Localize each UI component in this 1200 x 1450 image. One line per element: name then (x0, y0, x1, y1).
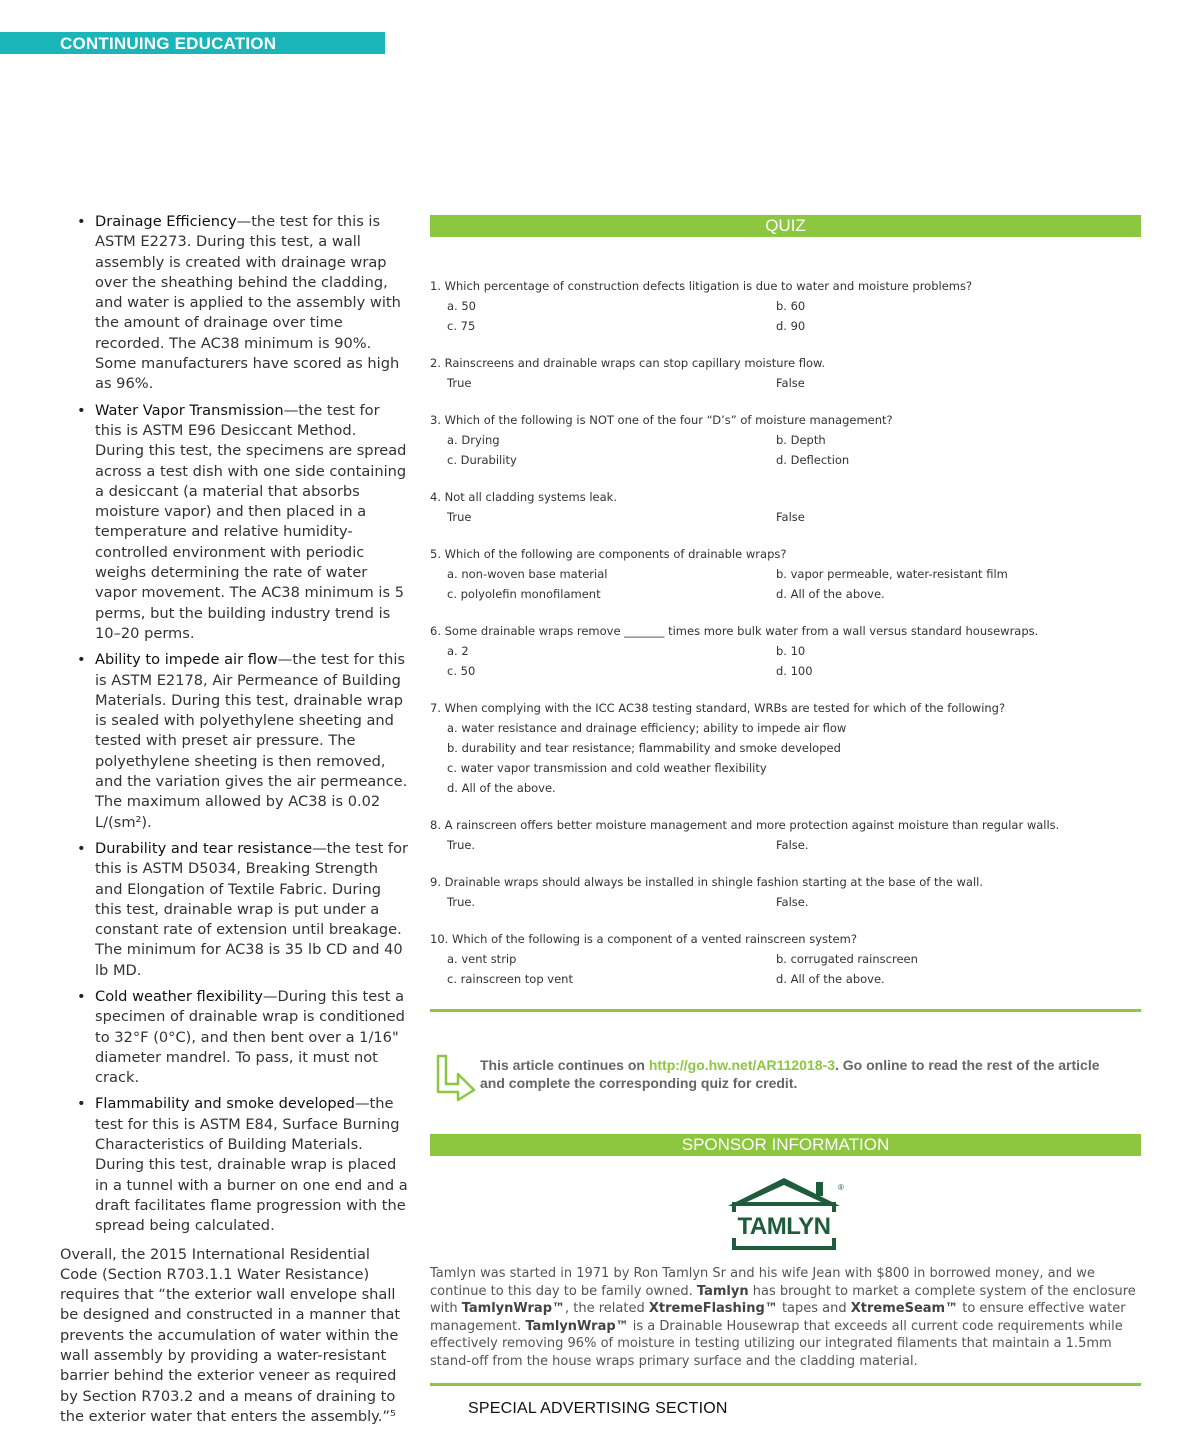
quiz-bottom-divider (430, 1009, 1141, 1012)
answer-option: c. 75 (447, 319, 476, 333)
continue-arrow-icon (432, 1052, 478, 1102)
quiz-question (430, 621, 1141, 681)
answer-option: True. (447, 838, 476, 852)
test-description: —During this test a specimen of drainable wrap is conditioned to 32°F (0°C), and then bent over a 1/16" diameter mandrel. To pass, it must not crack. (95, 987, 405, 1087)
answer-option: c. polyolefin monofilament (447, 587, 601, 601)
test-list-item (60, 839, 408, 981)
quiz-list (430, 276, 1141, 1006)
answer-option: c. Durability (447, 453, 517, 467)
continuation-text (480, 1056, 1100, 1092)
test-description: —the test for this is ASTM D5034, Breaking Strength and Elongation of Textile Fabric. During this test, drainable wrap is put under a constant rate of extension until breakage. The minimum for AC38 is 35 lb CD and 40 lb MD. (95, 839, 408, 979)
answer-option: a. 2 (447, 644, 469, 658)
sponsor-text-segment: is a Drainable Housewrap that exceeds all current code requirements while effectively removing 96% of moisture in testing utilizing our integrated filaments that maintain a 1.5mm stand-off from the house wraps primary surface and the cladding material. (430, 1318, 1123, 1369)
answer-option: d. 90 (776, 319, 806, 333)
answer-options (430, 949, 1141, 989)
test-list-item (60, 987, 408, 1088)
answer-option: c. rainscreen top vent (447, 972, 573, 986)
answer-option: False (776, 376, 805, 390)
quiz-header (430, 215, 1141, 237)
answer-option: True. (447, 895, 476, 909)
continuation-notice (430, 1050, 1141, 1106)
sponsor-title: SPONSOR INFORMATION (681, 1135, 890, 1154)
sponsor-text-segment: tapes and (777, 1301, 851, 1317)
answer-option: b. 10 (776, 644, 806, 658)
test-description: —the test for this is ASTM E96 Desiccant Method. During this test, the specimens are spread across a test dish with one side containing a desiccant (a material that absorbs moisture vapor) and then placed in a temperature and relative humidity-controlled environment with periodic weighs determining the rate of water vapor movement. The AC38 minimum is 5 perms, but the building industry trend is 10–20 perms. (95, 401, 407, 642)
question-text: 10. Which of the following is a component of a vented rainscreen system? (430, 932, 857, 946)
answer-option: False. (776, 838, 809, 852)
answer-option: c. water vapor transmission and cold weather flexibility (447, 761, 767, 775)
answer-option: b. durability and tear resistance; flammability and smoke developed (447, 741, 841, 755)
tamlyn-logo (722, 1176, 846, 1252)
answer-option: b. Depth (776, 433, 826, 447)
answer-option: b. vapor permeable, water-resistant film (776, 567, 1008, 581)
answer-options (430, 564, 1141, 604)
answer-option: b. 60 (776, 299, 806, 313)
answer-options (430, 718, 1141, 798)
section-label: CONTINUING EDUCATION (60, 34, 277, 53)
question-text: 5. Which of the following are components of drainable wraps? (430, 547, 787, 561)
quiz-question (430, 353, 1141, 393)
test-description: —the test for this is ASTM E2273. During this test, a wall assembly is created with drainage wrap over the sheathing behind the cladding, and water is applied to the assembly with the amount of drainage over time recorded. The AC38 minimum is 90%. Some manufacturers have scored as high as 96%. (95, 213, 401, 393)
question-text: 1. Which percentage of construction defects litigation is due to water and moisture problems? (430, 279, 973, 293)
test-term: Cold weather flexibility (95, 987, 263, 1005)
sponsor-product-name: XtremeSeam™ (850, 1301, 959, 1317)
test-description: —the test for this is ASTM E84, Surface Burning Characteristics of Building Materials. During this test, drainable wrap is placed in a tunnel with a burner on one end and a draft facilitates flame progression with the spread being calculated. (95, 1095, 408, 1235)
sponsor-header (430, 1134, 1141, 1156)
continuation-link[interactable]: http://go.hw.net/AR112018-3 (648, 1057, 835, 1073)
test-term: Drainage Efficiency (95, 213, 237, 230)
answer-option: c. 50 (447, 664, 476, 678)
quiz-question (430, 815, 1141, 855)
test-list (60, 212, 408, 1237)
question-text: 2. Rainscreens and drainable wraps can stop capillary moisture flow. (430, 356, 826, 370)
answer-option: a. vent strip (447, 952, 517, 966)
sponsor-bottom-divider (430, 1383, 1141, 1386)
sponsor-text-segment: , the related (565, 1301, 649, 1317)
logo-text: TAMLYN (737, 1213, 831, 1240)
sponsor-product-name: XtremeFlashing™ (648, 1301, 778, 1317)
answer-options (430, 373, 1141, 393)
answer-option: a. non-woven base material (447, 567, 608, 581)
continuation-prefix: This article continues on (480, 1057, 649, 1073)
answer-options (430, 641, 1141, 681)
test-list-item (60, 401, 408, 645)
continuation-suffix: . Go online to read the rest of the article and complete the corresponding quiz for credit. (480, 1057, 1100, 1091)
test-term: Ability to impede air flow (95, 651, 278, 669)
test-term: Durability and tear resistance (95, 839, 313, 857)
answer-option: True (447, 376, 472, 390)
sponsor-description (430, 1265, 1141, 1371)
footer-label: SPECIAL ADVERTISING SECTION (468, 1400, 728, 1417)
sponsor-text-segment: to ensure effective water management. (430, 1301, 1126, 1334)
question-text: 3. Which of the following is NOT one of the four “D’s” of moisture management? (430, 413, 893, 427)
answer-options (430, 892, 1141, 912)
question-text: 7. When complying with the ICC AC38 testing standard, WRBs are tested for which of the following? (430, 701, 1006, 715)
answer-option: b. corrugated rainscreen (776, 952, 918, 966)
answer-options (430, 507, 1141, 527)
answer-option: d. Deflection (776, 453, 850, 467)
quiz-question (430, 276, 1141, 336)
section-header-bar (0, 32, 385, 54)
question-text: 9. Drainable wraps should always be installed in shingle fashion starting at the base of the wall. (430, 875, 984, 889)
answer-option: False (776, 510, 805, 524)
answer-option: d. All of the above. (776, 587, 885, 601)
test-term: Flammability and smoke developed (95, 1095, 355, 1113)
article-left-column (60, 212, 408, 1427)
question-text: 8. A rainscreen offers better moisture management and more protection against moisture than regular walls. (430, 818, 1060, 832)
logo-registered-mark: ® (838, 1183, 844, 1192)
answer-option: a. Drying (447, 433, 500, 447)
answer-option: d. All of the above. (447, 781, 556, 795)
quiz-question (430, 410, 1141, 470)
test-term: Water Vapor Transmission (95, 401, 284, 419)
answer-option: True (447, 510, 472, 524)
question-text: 4. Not all cladding systems leak. (430, 490, 617, 504)
answer-option: a. water resistance and drainage efficiency; ability to impede air flow (447, 721, 847, 735)
test-list-item (60, 1094, 408, 1236)
answer-option: d. All of the above. (776, 972, 885, 986)
quiz-title: QUIZ (765, 216, 806, 235)
quiz-question (430, 487, 1141, 527)
sponsor-text-segment: has brought to market a complete system of the enclosure with (430, 1283, 1136, 1317)
test-list-item (60, 650, 408, 833)
sponsor-product-name: TamlynWrap™ (461, 1301, 566, 1317)
closing-paragraph: Overall, the 2015 International Residential Code (Section R703.1.1 Water Resistance) requires that “the exterior wall envelope shall be designed and constructed in a manner that prevents the accumulation of water within the wall assembly by providing a water-resistant barrier behind the exterior veneer as required by Section R703.2 and a means of draining to the exterior water that enters the assembly.”⁵ (60, 1245, 401, 1425)
question-text: 6. Some drainable wraps remove _______ times more bulk water from a wall versus standard housewraps. (430, 624, 1039, 638)
sponsor-text-segment: Tamlyn was started in 1971 by Ron Tamlyn Sr and his wife Jean with $800 in borrowed money, and we continue to this day to be family owned. (430, 1266, 1095, 1299)
quiz-question (430, 872, 1141, 912)
answer-options (430, 296, 1141, 336)
test-list-item (60, 212, 408, 395)
quiz-question (430, 544, 1141, 604)
sponsor-product-name: TamlynWrap™ (525, 1318, 629, 1334)
test-description: —the test for this is ASTM E2178, Air Permeance of Building Materials. During this test, drainable wrap is sealed with polyethylene sheeting and tested with preset air pressure. The polyethylene sheeting is then removed, and the variation gives the air permeance. The maximum allowed by AC38 is 0.02 L/(sm²). (95, 651, 408, 831)
answer-option: a. 50 (447, 299, 476, 313)
answer-option: False. (776, 895, 809, 909)
quiz-question (430, 698, 1141, 798)
sponsor-product-name: Tamlyn (696, 1283, 749, 1299)
answer-options (430, 835, 1141, 855)
answer-option: d. 100 (776, 664, 813, 678)
quiz-question (430, 929, 1141, 989)
answer-options (430, 430, 1141, 470)
